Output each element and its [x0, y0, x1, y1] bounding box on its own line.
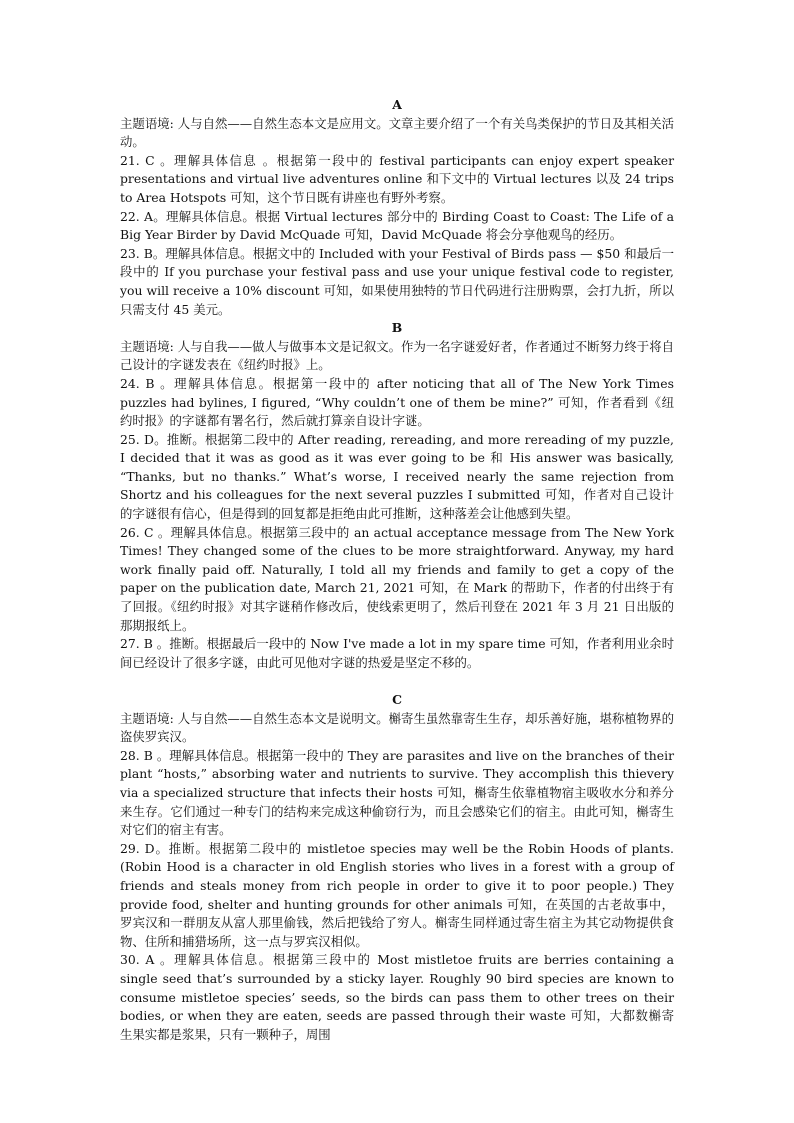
section-c-theme: 主题语境: 人与自然——自然生态本文是说明文。槲寄生虽然靠寄生生存，却乐善好施，堪称植物界的盗侠罗宾汉。 — [120, 710, 674, 745]
section-b-theme: 主题语境: 人与自我——做人与做事本文是记叙文。作为一名字谜爱好者，作者通过不断努力终于将自己设计的字谜发表在《纽约时报》上。 — [120, 338, 674, 373]
answer-29: 29. D。推断。根据第二段中的 mistletoe species may well be the Robin Hoods of plants. (Robin Hood is a character in old English stories who lives in a forest with a group of friends and steals money from rich people in order to give it to poor people.) They provide food, shelter and hunting grounds for other animals 可知，在英国的古老故事中，罗宾汉和一群朋友从富人那里偷钱，然后把钱给了穷人。槲寄生同样通过寄生宿主为其它动物提供食物、住所和捕猎场所，这一点与罗宾汉相似。 — [120, 840, 674, 949]
section-spacer — [120, 672, 674, 691]
answer-23: 23. B。理解具体信息。根据文中的 Included with your Festival of Birds pass — $50 和最后一段中的 If you purchase your festival pass and use your unique festival code to register, you will receive a 10% discount 可知，如果使用独特的节日代码进行注册购票，会打九折，所以只需支付 45 美元。 — [120, 245, 674, 317]
answer-25: 25. D。推断。根据第二段中的 After reading, rereading, and more rereading of my puzzle, I decided that it was as good as it was ever going to be 和 His answer was basically, “Thanks, but no thanks.” What’s worse, I received nearly the same rejection from Shortz and his colleagues for the next several puzzles I submitted 可知，作者对自己设计的字谜很有信心，但是得到的回复都是拒绝由此可推断，这种落差会让他感到失望。 — [120, 431, 674, 522]
answer-30: 30. A 。理解具体信息。根据第三段中的 Most mistletoe fruits are berries containing a single seed that’s surrounded by a sticky layer. Roughly 90 bird species are known to consume mistletoe species’ seeds, so the birds can pass them to other trees on their bodies, or when they are eaten, seeds are passed through their waste 可知，大都数槲寄生果实都是浆果，只有一颗种子，周围 — [120, 952, 674, 1042]
answer-24: 24. B 。理解具体信息。根据第一段中的 after noticing that all of The New York Times puzzles had bylines, I figured, “Why couldn’t one of them be mine?” 可知，作者看到《纽约时报》的字谜都有署名行，然后就打算亲自设计字谜。 — [120, 375, 674, 429]
answer-28: 28. B 。理解具体信息。根据第一段中的 They are parasites and live on the branches of their plant “hosts,” absorbing water and nutrients to survive. They accomplish this thievery via a specialized structure that infects their hosts 可知，槲寄生依靠植物宿主吸收水分和养分来生存。它们通过一种专门的结构来完成这种偷窃行为，而且会感染它们的宿主。由此可知，槲寄生对它们的宿主有害。 — [120, 747, 674, 838]
answer-27: 27. B 。推断。根据最后一段中的 Now I've made a lot in my spare time 可知，作者利用业余时间已经设计了很多字谜，由此可见他对字谜的热爱是坚定不移的。 — [120, 636, 674, 670]
answer-22: 22. A。理解具体信息。根据 Virtual lectures 部分中的 Birding Coast to Coast: The Life of a Big Year Birder by David McQuade 可知，David McQuade 将会分享他观鸟的经历。 — [120, 208, 674, 243]
section-c-title: C — [392, 692, 402, 707]
section-a-title: A — [392, 97, 402, 112]
section-b-title: B — [391, 320, 403, 336]
answer-21: 21. C 。理解具体信息 。根据第一段中的 festival participants can enjoy expert speaker presentations and virtual live adventures online 和下文中的 Virtual lectures 以及 24 trips to Area Hotspots 可知，这个节日既有讲座也有野外考察。 — [120, 152, 674, 205]
answer-key-page — [120, 96, 674, 1044]
answer-26: 26. C 。理解具体信息。根据第三段中的 an actual acceptance message from The New York Times! They changed some of the clues to be more straightforward. Anyway, my hard work finally paid off. Naturally, I told all my friends and family to get a copy of the paper on the publication date, March 21, 2021 可知，在 Mark 的帮助下，作者的付出终于有了回报。《纽约时报》对其字谜稍作修改后，使线索更明了，然后刊登在 2021 年 3 月 21 日出版的那期报纸上。 — [120, 524, 674, 633]
section-a-theme: 主题语境: 人与自然——自然生态本文是应用文。文章主要介绍了一个有关鸟类保护的节日及其相关活动。 — [120, 115, 674, 150]
